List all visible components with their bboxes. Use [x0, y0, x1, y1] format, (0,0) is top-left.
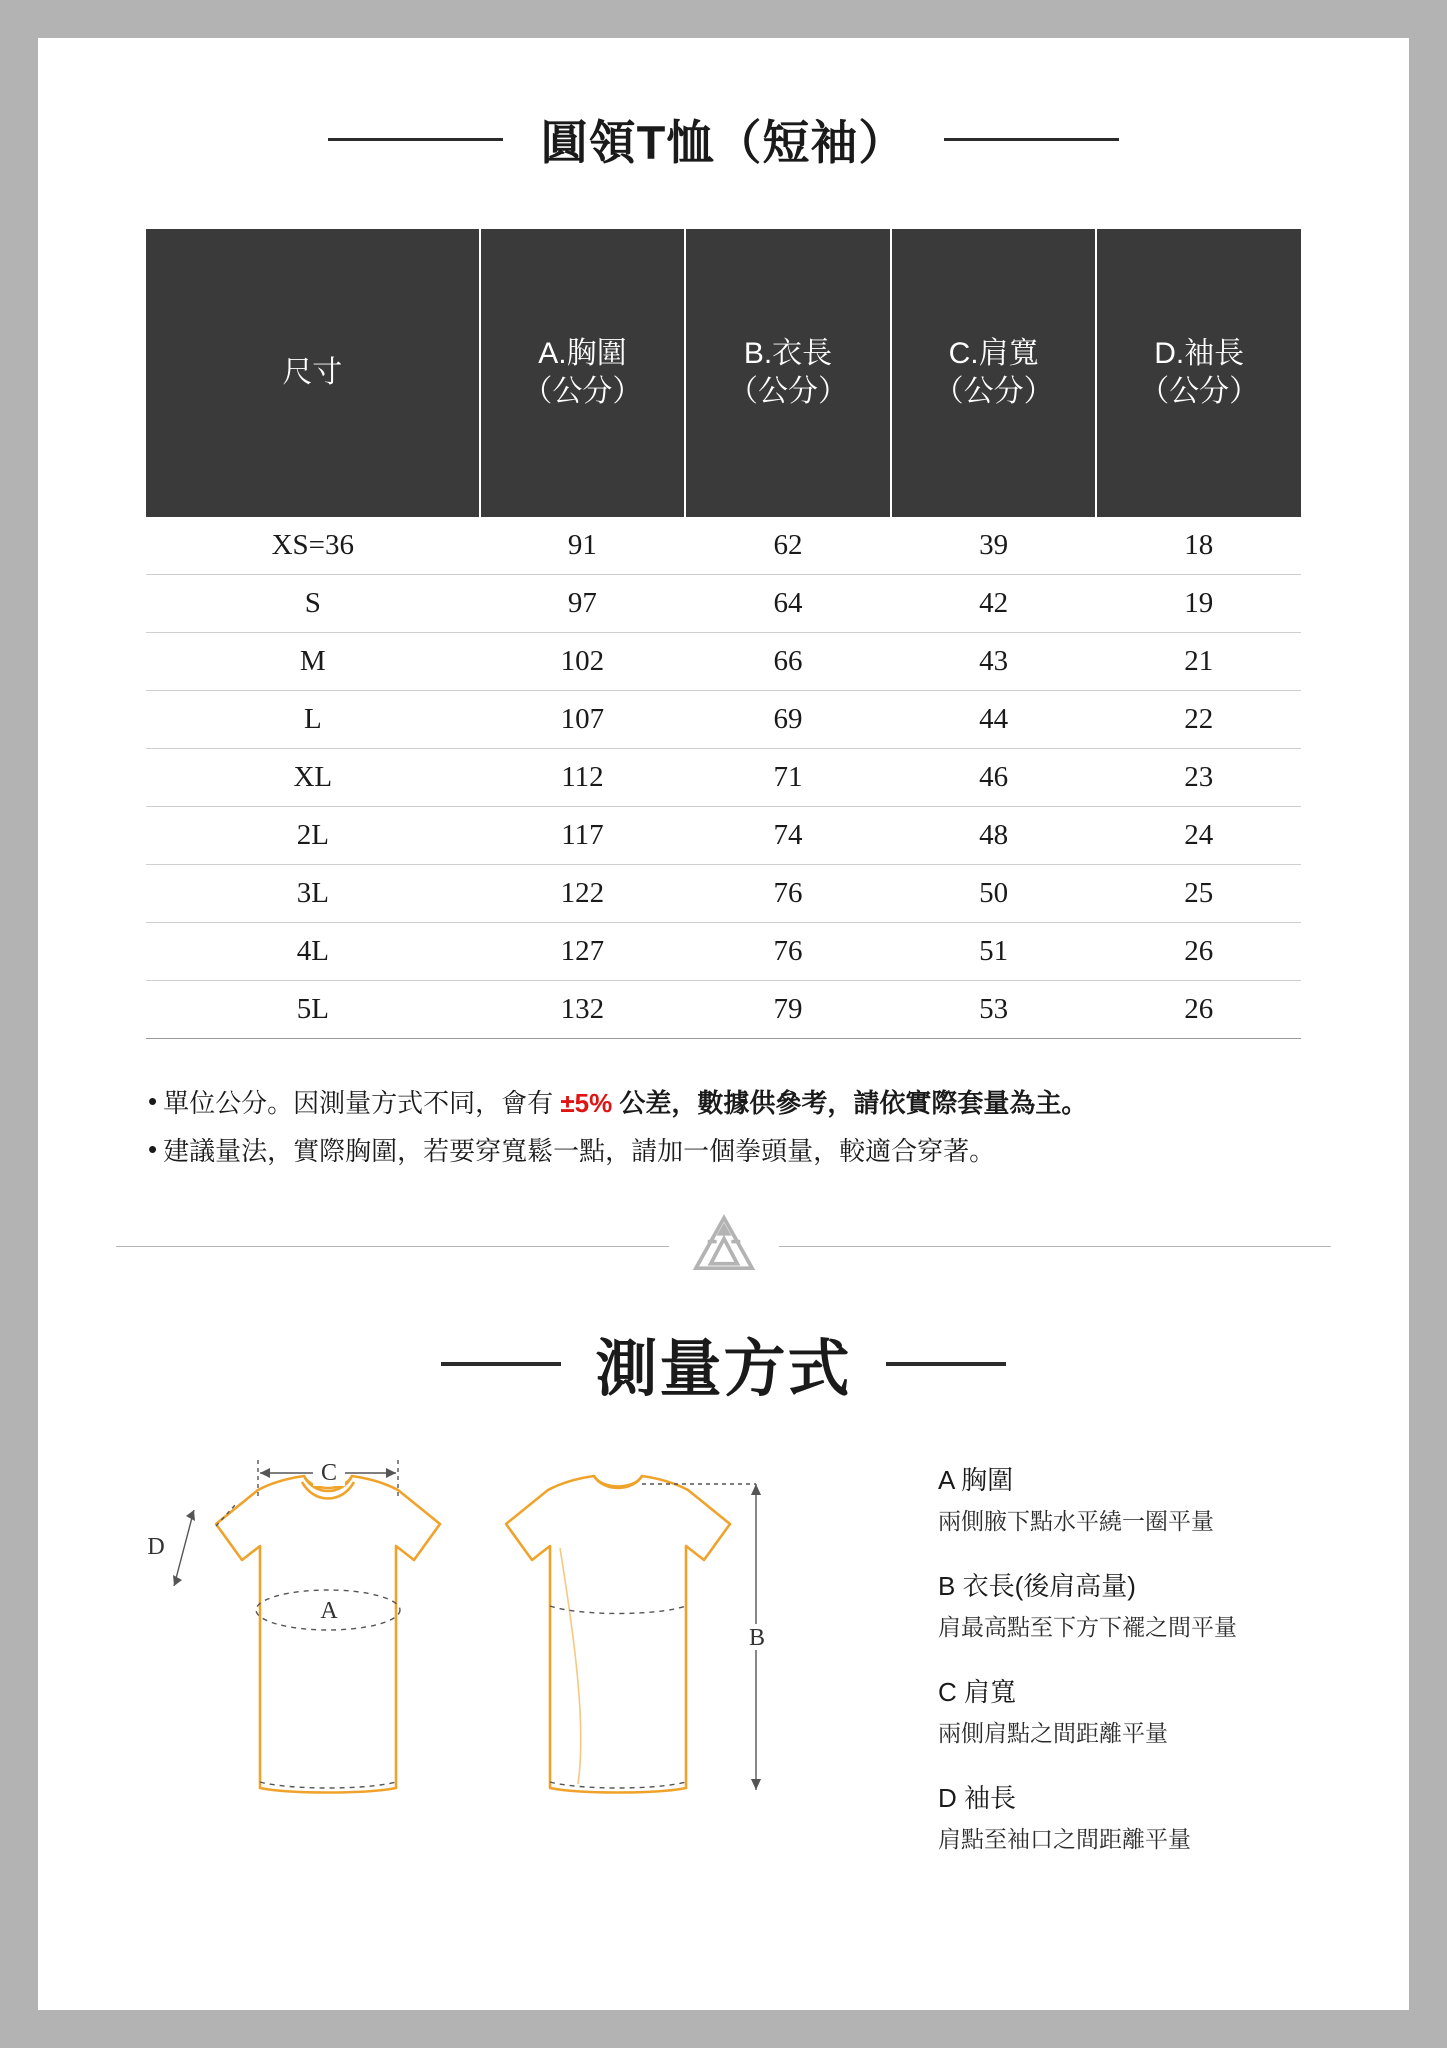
column-header-length-line1: B.衣長 [743, 336, 833, 370]
cell-sleeve: 24 [1096, 807, 1301, 865]
table-row [146, 807, 1301, 865]
front-hem-guide [260, 1782, 396, 1788]
cell-length: 64 [685, 575, 891, 633]
column-header-length [685, 229, 891, 517]
legend-desc-length: 肩最高點至下方下襬之間平量 [938, 1614, 1237, 1641]
cell-size: 2L [146, 807, 480, 865]
measurement-legend [938, 1438, 1237, 1884]
legend-desc-shoulder: 兩側肩點之間距離平量 [938, 1720, 1168, 1747]
section-title: 測量方式 [595, 1335, 852, 1405]
table-row [146, 517, 1301, 575]
cell-chest: 97 [480, 575, 686, 633]
note-measure-advice-text: 建議量法，實際胸圍，若要穿寬鬆一點，請加一個拳頭量，較適合穿著。 [163, 1136, 996, 1167]
size-table [146, 229, 1301, 1039]
brand-logo-icon [687, 1209, 761, 1283]
note-tolerance-value: ±5% [560, 1088, 613, 1118]
column-header-chest-line2: （公分） [522, 375, 643, 408]
size-table-body [146, 517, 1301, 1039]
cell-chest: 112 [480, 749, 686, 807]
cell-length: 71 [685, 749, 891, 807]
dimension-b-label: B [748, 1625, 766, 1652]
table-row [146, 923, 1301, 981]
cell-sleeve: 19 [1096, 575, 1301, 633]
cell-shoulder: 53 [891, 981, 1097, 1039]
cell-size: 3L [146, 865, 480, 923]
legend-desc-sleeve: 肩點至袖口之間距離平量 [938, 1826, 1191, 1853]
table-row [146, 575, 1301, 633]
cell-shoulder: 42 [891, 575, 1097, 633]
table-row [146, 749, 1301, 807]
note-tolerance-part1: 單位公分。因測量方式不同，會有 [163, 1088, 561, 1118]
notes-block [148, 1079, 1299, 1175]
cell-shoulder: 43 [891, 633, 1097, 691]
table-row [146, 865, 1301, 923]
cell-length: 66 [685, 633, 891, 691]
cell-sleeve: 18 [1096, 517, 1301, 575]
cell-chest: 122 [480, 865, 686, 923]
cell-size: S [146, 575, 480, 633]
cell-sleeve: 26 [1096, 923, 1301, 981]
cell-size: 5L [146, 981, 480, 1039]
note-tolerance [148, 1079, 1299, 1127]
cell-size: XS=36 [146, 517, 480, 575]
legend-item-chest [938, 1460, 1237, 1536]
page-title-row [38, 106, 1409, 173]
divider-line-right [779, 1246, 1332, 1247]
cell-shoulder: 46 [891, 749, 1097, 807]
cell-sleeve: 26 [1096, 981, 1301, 1039]
column-header-chest-line1: A.胸圍 [538, 336, 627, 370]
size-table-wrapper [146, 229, 1301, 1039]
cell-shoulder: 51 [891, 923, 1097, 981]
column-header-size [146, 229, 480, 517]
table-header-row [146, 229, 1301, 517]
legend-desc-chest: 兩側腋下點水平繞一圈平量 [938, 1508, 1214, 1535]
column-header-size-line1: 尺寸 [282, 355, 343, 389]
note-measure-advice [148, 1127, 1299, 1175]
cell-shoulder: 48 [891, 807, 1097, 865]
column-header-shoulder-line2: （公分） [933, 375, 1054, 408]
column-header-sleeve-line1: D.袖長 [1154, 336, 1245, 370]
legend-title-shoulder: C 肩寬 [938, 1677, 1017, 1708]
cell-sleeve: 21 [1096, 633, 1301, 691]
cell-length: 69 [685, 691, 891, 749]
section-rule-left [441, 1362, 561, 1366]
cell-shoulder: 39 [891, 517, 1097, 575]
cell-length: 74 [685, 807, 891, 865]
cell-size: M [146, 633, 480, 691]
table-row [146, 691, 1301, 749]
cell-chest: 102 [480, 633, 686, 691]
cell-length: 79 [685, 981, 891, 1039]
dimension-c-label: C [320, 1460, 338, 1487]
divider-line-left [116, 1246, 669, 1247]
back-hem-guide [550, 1782, 686, 1788]
shirt-diagrams [108, 1438, 898, 1868]
section-rule-right [886, 1362, 1006, 1366]
bullet-icon: • [148, 1134, 158, 1165]
note-tolerance-part2: 公差，數據供參考，請依實際套量為主。 [612, 1088, 1088, 1118]
cell-length: 62 [685, 517, 891, 575]
cell-sleeve: 25 [1096, 865, 1301, 923]
legend-title-chest: A 胸圍 [938, 1465, 1014, 1496]
dimension-a-label: A [320, 1598, 338, 1625]
bullet-icon: • [148, 1086, 158, 1116]
legend-title-length: B 衣長(後肩高量) [938, 1571, 1136, 1602]
legend-item-shoulder [938, 1672, 1237, 1748]
size-table-head [146, 229, 1301, 517]
cell-shoulder: 44 [891, 691, 1097, 749]
table-row [146, 633, 1301, 691]
cell-chest: 132 [480, 981, 686, 1039]
size-chart-page [38, 38, 1409, 2010]
cell-size: L [146, 691, 480, 749]
cell-shoulder: 50 [891, 865, 1097, 923]
column-header-sleeve-line2: （公分） [1139, 375, 1260, 408]
shirt-front-illustration [216, 1476, 440, 1793]
section-title-row [38, 1319, 1409, 1408]
page-title: 圓領T恤（短袖） [540, 116, 907, 169]
column-header-shoulder-line1: C.肩寬 [948, 336, 1039, 370]
cell-chest: 117 [480, 807, 686, 865]
legend-item-length [938, 1566, 1237, 1642]
cell-size: XL [146, 749, 480, 807]
cell-chest: 127 [480, 923, 686, 981]
cell-chest: 91 [480, 517, 686, 575]
measurement-diagram-section [108, 1438, 1339, 1884]
cell-size: 4L [146, 923, 480, 981]
cell-chest: 107 [480, 691, 686, 749]
column-header-length-line2: （公分） [728, 375, 848, 408]
column-header-shoulder [891, 229, 1097, 517]
column-header-sleeve [1096, 229, 1301, 517]
title-rule-left [328, 138, 503, 141]
logo-divider [116, 1209, 1331, 1283]
cell-length: 76 [685, 865, 891, 923]
cell-length: 76 [685, 923, 891, 981]
cell-sleeve: 23 [1096, 749, 1301, 807]
cell-sleeve: 22 [1096, 691, 1301, 749]
shirt-back-illustration [506, 1476, 730, 1793]
dimension-d-label: D [147, 1534, 165, 1561]
column-header-chest [480, 229, 686, 517]
shirt-diagram-svg [108, 1438, 898, 1868]
legend-title-sleeve: D 袖長 [938, 1783, 1017, 1814]
table-row [146, 981, 1301, 1039]
title-rule-right [944, 138, 1119, 141]
legend-item-sleeve [938, 1778, 1237, 1854]
